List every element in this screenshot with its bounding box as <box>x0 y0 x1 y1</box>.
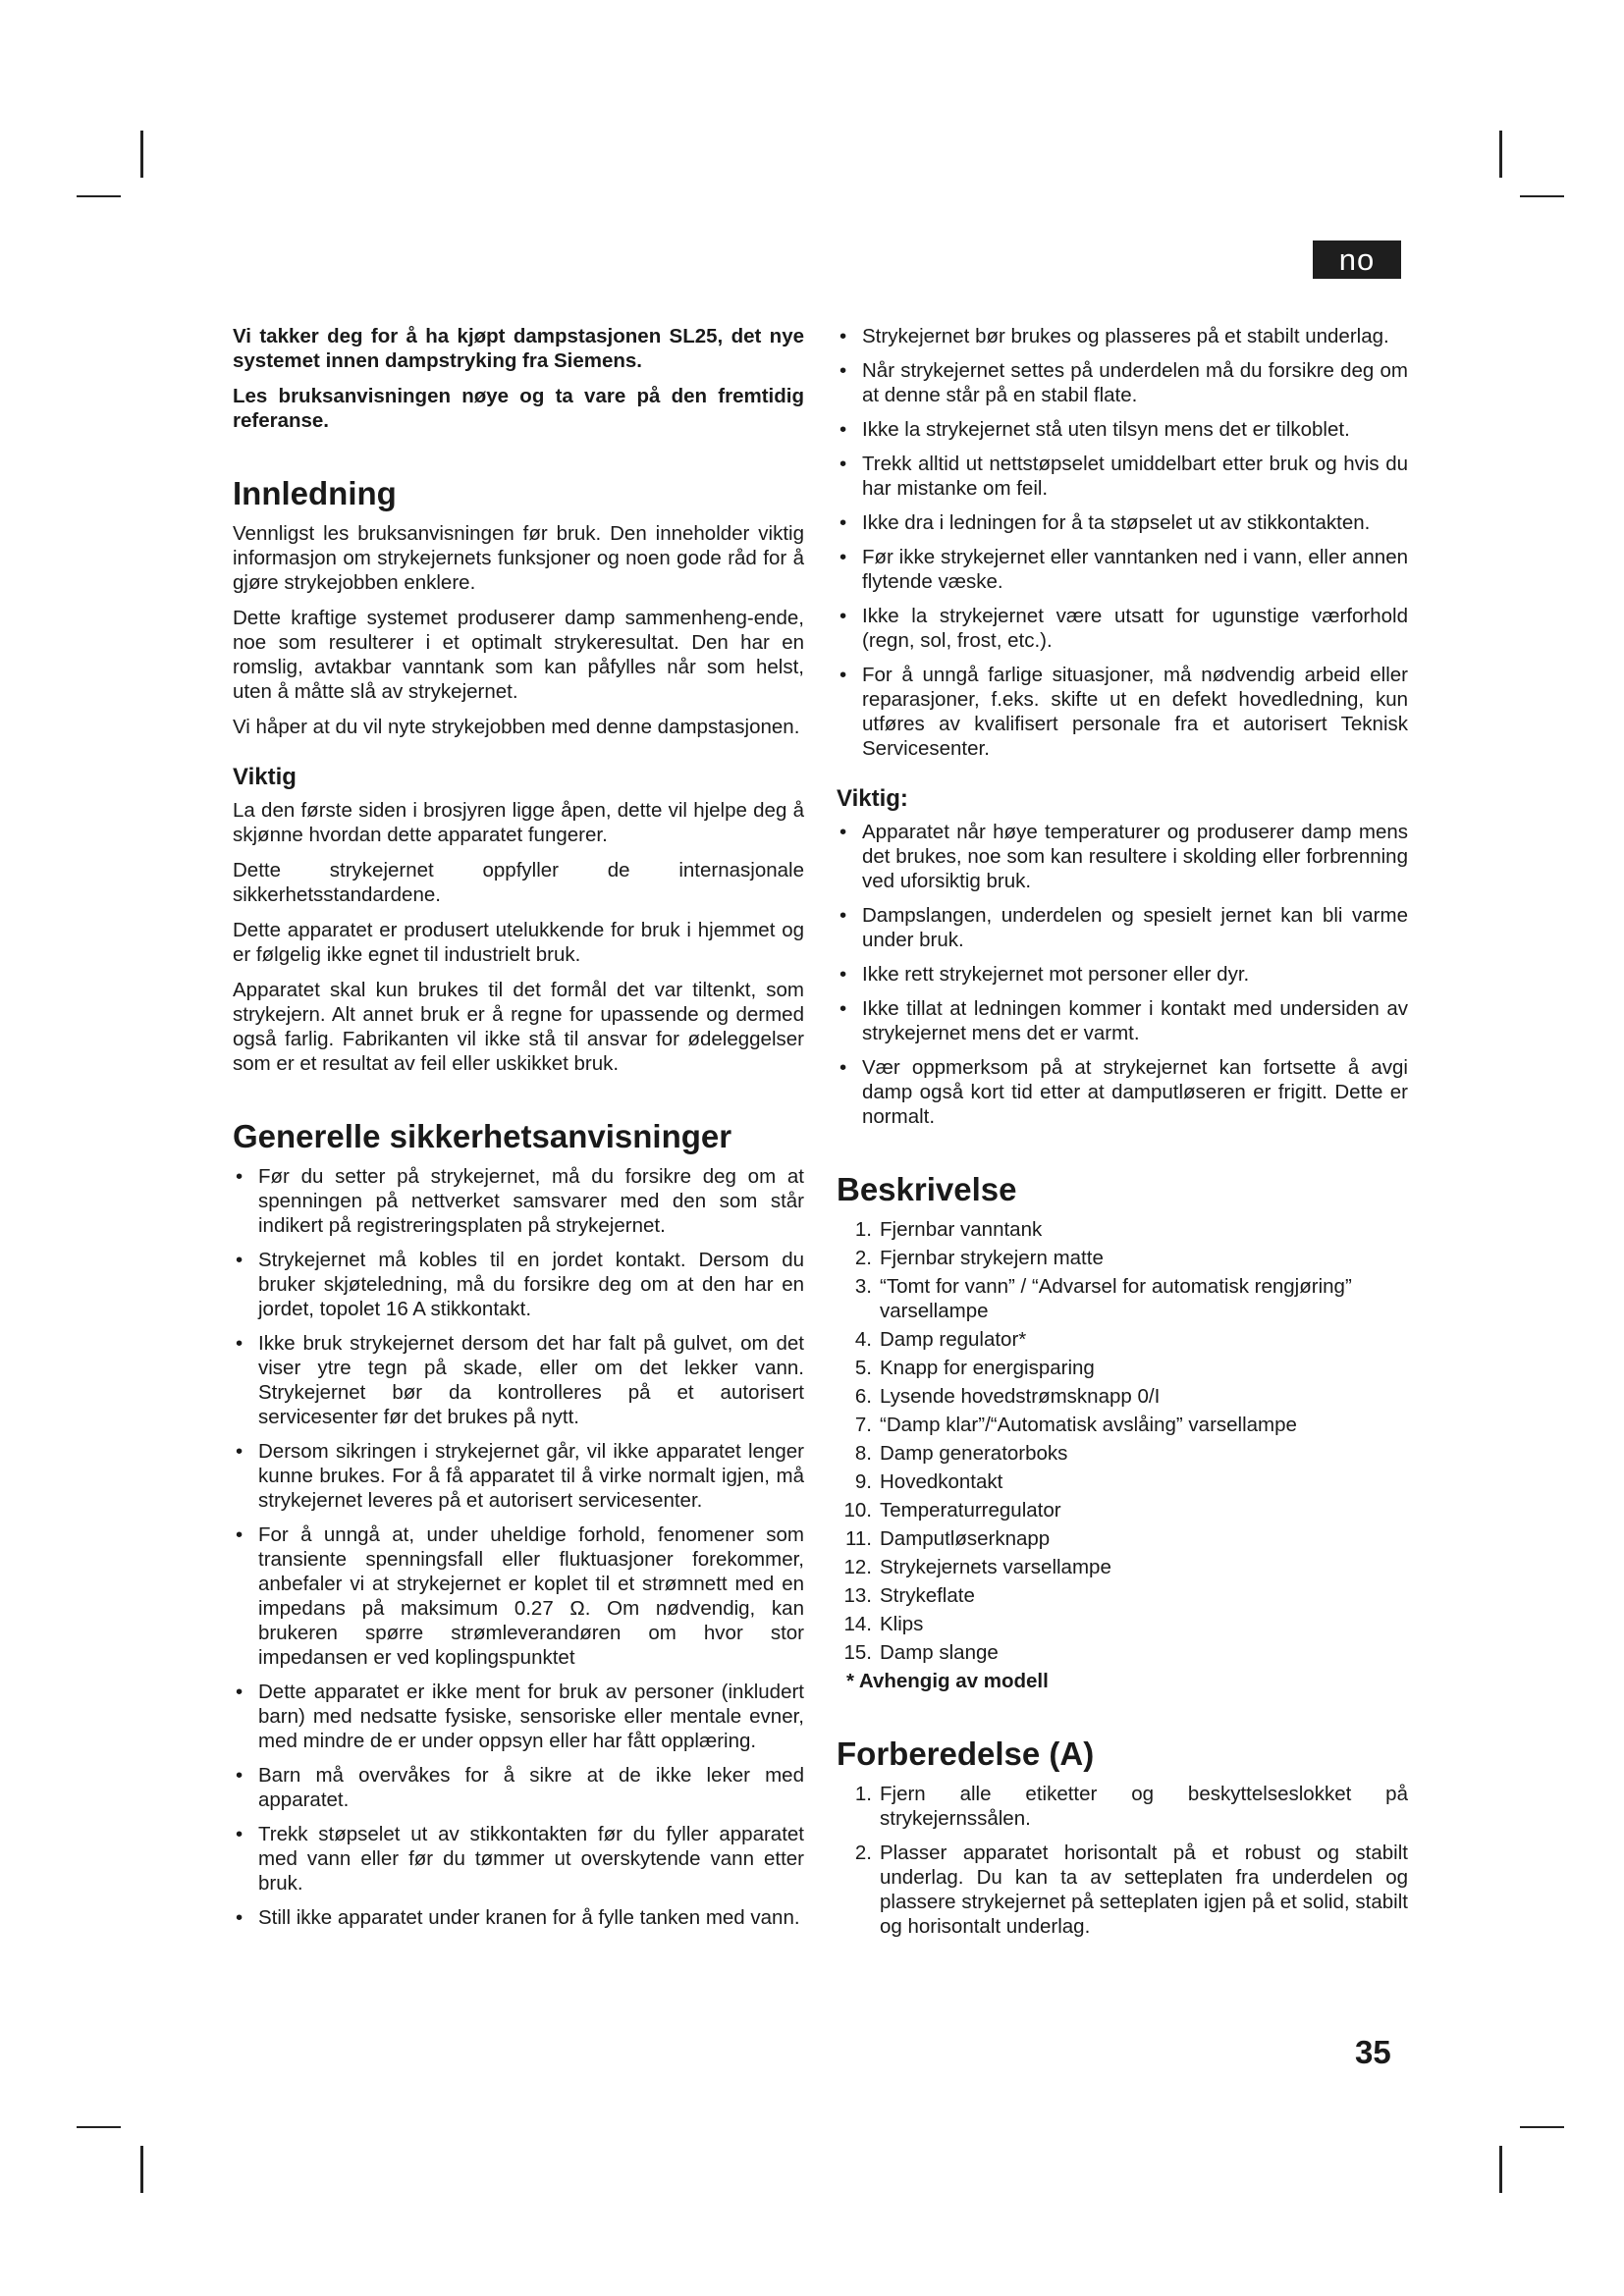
parts-list-item <box>837 1246 1408 1270</box>
item-text: Fjernbar strykejern matte <box>880 1247 1104 1269</box>
item-text: Temperaturregulator <box>880 1499 1061 1522</box>
crop-mark <box>77 2126 121 2128</box>
parts-list <box>837 1217 1408 1665</box>
list-item: • Vær oppmerksom på at strykejernet kan fortsette å avgi damp også kort tid etter at damputløseren er frigitt. Dette er normalt. <box>837 1055 1408 1129</box>
item-number: 6. <box>854 1385 872 1408</box>
item-number: 9. <box>854 1470 872 1493</box>
item-text: “Tomt for vann” / “Advarsel for automatisk rengjøring” varsellampe <box>880 1275 1352 1322</box>
parts-list-item <box>837 1356 1408 1380</box>
list-item: • Trekk støpselet ut av stikkontakten før du fyller apparatet med vann eller før du tømmer ut overskytende vann etter bruk. <box>233 1822 804 1896</box>
crop-mark <box>140 131 143 178</box>
item-text: Damp generatorboks <box>880 1442 1068 1465</box>
paragraph: Vi håper at du vil nyte strykejobben med denne dampstasjonen. <box>233 716 800 738</box>
subsection-title-viktig: Viktig <box>233 764 297 790</box>
parts-list-item <box>837 1555 1408 1579</box>
list-item: • Når strykejernet settes på underdelen må du forsikre deg om at denne står på en stabil flate. <box>837 358 1408 407</box>
model-note: * Avhengig av modell <box>846 1670 1049 1692</box>
list-item: • Trekk alltid ut nettstøpselet umiddelbart etter bruk og hvis du har mistanke om feil. <box>837 452 1408 501</box>
list-item: • Strykejernet må kobles til en jordet kontakt. Dersom du bruker skjøteledning, må du forsikre deg om at den har en jordet, topolet 16 A stikkontakt. <box>233 1248 804 1321</box>
crop-mark <box>1520 195 1564 197</box>
step-number: 1. <box>854 1783 872 1805</box>
paragraph: La den første siden i brosjyren ligge åpen, dette vil hjelpe deg å skjønne hvordan dette apparatet fungerer. <box>233 799 804 846</box>
crop-mark <box>77 195 121 197</box>
item-number: 12. <box>843 1556 872 1578</box>
list-item: • Ikke bruk strykejernet dersom det har falt på gulvet, om det viser ytre tegn på skade, eller om det lekker vann. Strykejernet bør da kontrolleres på et autorisert servicesenter før det brukes på nytt. <box>233 1331 804 1429</box>
item-text: Lysende hovedstrømsknapp 0/I <box>880 1385 1161 1408</box>
item-number: 14. <box>843 1613 872 1635</box>
list-item: • Dette apparatet er ikke ment for bruk av personer (inkludert barn) med nedsatte fysiske, sensoriske eller mentale evner, med mindre de er under oppsyn eller har fått opplæring. <box>233 1680 804 1753</box>
parts-list-item <box>837 1384 1408 1409</box>
item-text: Hovedkontakt <box>880 1470 1003 1493</box>
list-item: • Apparatet når høye temperaturer og produserer damp mens det brukes, noe som kan resultere i skolding eller forbrenning ved uforsiktig bruk. <box>837 820 1408 893</box>
crop-mark <box>1499 2146 1502 2193</box>
item-number: 13. <box>843 1584 872 1607</box>
subsection-title-viktig-2: Viktig: <box>837 785 908 812</box>
list-item: • Før du setter på strykejernet, må du forsikre deg om at spenningen på nettverket samsvarer med den som står indikert på registreringsplaten på strykejernet. <box>233 1164 804 1238</box>
list-item: • Strykejernet bør brukes og plasseres på et stabilt underlag. <box>837 324 1408 348</box>
step-item <box>837 1782 1408 1831</box>
section-title-beskrivelse: Beskrivelse <box>837 1171 1017 1207</box>
list-item: • For å unngå at, under uheldige forhold, fenomener som transiente spenningsfall eller fluktuasjoner forekommer, anbefaler vi at strykejernet er koplet til et strømnett med en impedans på maksimum 0.27 Ω. Om nødvendig, kan brukeren spørre strømleverandøren om hvor stor impedansen er ved koplingspunktet <box>233 1522 804 1670</box>
item-number: 2. <box>854 1247 872 1269</box>
item-number: 4. <box>854 1328 872 1351</box>
list-item: • Dampslangen, underdelen og spesielt jernet kan bli varme under bruk. <box>837 903 1408 952</box>
intro-paragraph: Vi takker deg for å ha kjøpt dampstasjonen SL25, det nye systemet innen dampstryking fra Siemens. <box>233 325 804 372</box>
section-title-forberedelse: Forberedelse (A) <box>837 1735 1095 1772</box>
parts-list-item <box>837 1612 1408 1636</box>
list-item: • Ikke la strykejernet stå uten tilsyn mens det er tilkoblet. <box>837 417 1408 442</box>
crop-mark <box>1499 131 1502 178</box>
item-number: 11. <box>845 1527 872 1550</box>
step-text: Fjern alle etiketter og beskyttelseslokket på strykejernssålen. <box>880 1783 1408 1830</box>
safety-list-continued <box>837 324 1408 761</box>
item-text: Damp slange <box>880 1641 999 1664</box>
item-number: 8. <box>854 1442 872 1465</box>
paragraph: Vennligst les bruksanvisningen før bruk. Den inneholder viktig informasjon om strykejernets funksjoner og noen gode råd for å gjøre strykejobben enklere. <box>233 522 804 594</box>
parts-list-item <box>837 1441 1408 1466</box>
parts-list-item <box>837 1469 1408 1494</box>
parts-list-item <box>837 1217 1408 1242</box>
item-text: Klips <box>880 1613 924 1635</box>
paragraph: Apparatet skal kun brukes til det formål det var tiltenkt, som strykejern. Alt annet bruk er å regne for upassende og dermed også farlig. Fabrikanten vil ikke stå til ansvar for ødeleggelser som er et resultat av feil eller uskikket bruk. <box>233 979 804 1075</box>
item-text: Knapp for energisparing <box>880 1357 1095 1379</box>
paragraph: Dette strykejernet oppfyller de internasjonale sikkerhetsstandardene. <box>233 859 804 906</box>
list-item: • Ikke rett strykejernet mot personer eller dyr. <box>837 962 1408 987</box>
paragraph: Dette kraftige systemet produserer damp sammenheng-ende, noe som resulterer i et optimalt strykeresultat. Den har en romslig, avtakbar vanntank som kan påfylles når som helst, uten å måtte slå av strykejernet. <box>233 607 804 703</box>
item-number: 1. <box>854 1218 872 1241</box>
crop-mark <box>1520 2126 1564 2128</box>
step-item <box>837 1841 1408 1939</box>
warning-list <box>837 820 1408 1129</box>
item-text: Strykeflate <box>880 1584 975 1607</box>
list-item: • Ikke tillat at ledningen kommer i kontakt med undersiden av strykejernet mens det er varmt. <box>837 996 1408 1045</box>
list-item: • Ikke la strykejernet være utsatt for ugunstige værforhold (regn, sol, frost, etc.). <box>837 604 1408 653</box>
right-column <box>837 324 1408 1949</box>
item-number: 3. <box>854 1275 872 1298</box>
page-number: 35 <box>1355 2034 1391 2070</box>
step-text: Plasser apparatet horisontalt på et robust og stabilt underlag. Du kan ta av setteplaten fra underdelen og plassere strykejernet på setteplaten igjen på et solid, stabilt og horisontalt underlag. <box>880 1842 1408 1938</box>
item-text: Damputløserknapp <box>880 1527 1051 1550</box>
crop-mark <box>140 2146 143 2193</box>
list-item: • Dersom sikringen i strykejernet går, vil ikke apparatet lenger kunne brukes. For å få apparatet til å virke normalt igjen, må strykejernet leveres på et autorisert servicesenter. <box>233 1439 804 1513</box>
list-item: • Still ikke apparatet under kranen for å fylle tanken med vann. <box>233 1905 804 1930</box>
section-title-sikkerhet: Generelle sikkerhetsanvisninger <box>233 1118 732 1154</box>
intro-paragraph: Les bruksanvisningen nøye og ta vare på den fremtidig referanse. <box>233 385 804 432</box>
item-number: 15. <box>843 1641 872 1664</box>
item-text: “Damp klar”/“Automatisk avslåing” varsellampe <box>880 1414 1297 1436</box>
item-text: Damp regulator* <box>880 1328 1027 1351</box>
parts-list-item <box>837 1327 1408 1352</box>
parts-list-item <box>837 1498 1408 1522</box>
parts-list-item <box>837 1640 1408 1665</box>
step-number: 2. <box>854 1842 872 1864</box>
parts-list-item <box>837 1413 1408 1437</box>
item-number: 10. <box>843 1499 872 1522</box>
parts-list-item <box>837 1526 1408 1551</box>
parts-list-item <box>837 1583 1408 1608</box>
paragraph: Dette apparatet er produsert utelukkende for bruk i hjemmet og er følgelig ikke egnet til industrielt bruk. <box>233 919 804 966</box>
list-item: • For å unngå farlige situasjoner, må nødvendig arbeid eller reparasjoner, f.eks. skifte ut en defekt hovedledning, kun utføres av kvalifisert personale fra et autorisert Teknisk Servicesenter. <box>837 663 1408 761</box>
list-item: • Barn må overvåkes for å sikre at de ikke leker med apparatet. <box>233 1763 804 1812</box>
list-item: • Før ikke strykejernet eller vanntanken ned i vann, eller annen flytende væske. <box>837 545 1408 594</box>
item-number: 5. <box>854 1357 872 1379</box>
language-badge: no <box>1313 240 1401 279</box>
item-text: Fjernbar vanntank <box>880 1218 1043 1241</box>
parts-list-item <box>837 1274 1408 1323</box>
item-text: Strykejernets varsellampe <box>880 1556 1111 1578</box>
preparation-steps <box>837 1782 1408 1939</box>
section-title-innledning: Innledning <box>233 475 397 511</box>
left-column <box>233 324 804 1940</box>
item-number: 7. <box>854 1414 872 1436</box>
list-item: • Ikke dra i ledningen for å ta støpselet ut av stikkontakten. <box>837 510 1408 535</box>
safety-list <box>233 1164 804 1930</box>
